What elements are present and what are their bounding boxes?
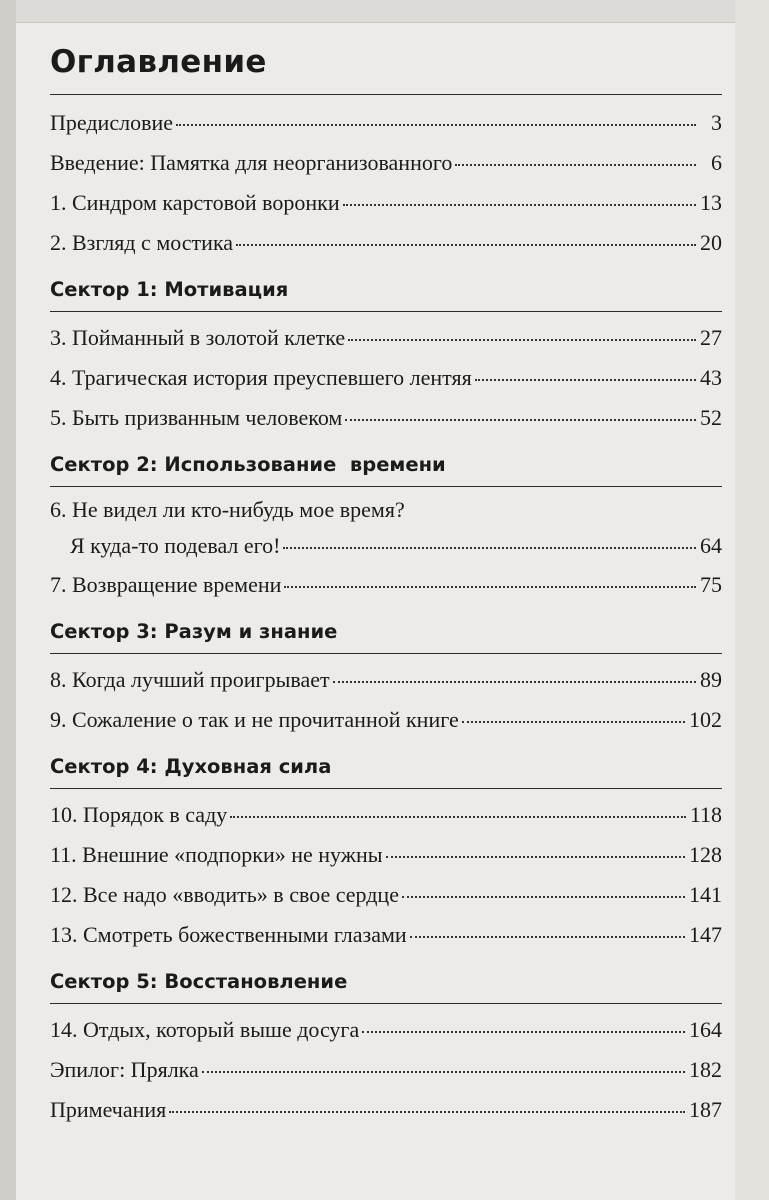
sector-heading: Сектор 3: Разум и знание [50, 620, 338, 643]
toc-entry-title: Предисловие [50, 110, 173, 135]
page-top-edge [0, 0, 769, 23]
toc-entry[interactable] [50, 875, 722, 915]
dot-leader [236, 244, 696, 246]
toc-entry[interactable] [50, 103, 722, 143]
title-divider [50, 94, 722, 95]
sector-heading: Сектор 4: Духовная сила [50, 755, 332, 778]
toc-entry-title: 9. Сожаление о так и не прочитанной книге [50, 707, 459, 732]
toc-entry[interactable] [50, 1050, 722, 1090]
toc-entry-title: Эпилог: Прялка [50, 1057, 199, 1082]
toc-entry[interactable] [50, 318, 722, 358]
toc-entry[interactable] [50, 493, 722, 527]
toc-entry-page: 164 [689, 1017, 722, 1042]
table-of-contents [50, 40, 722, 1130]
dot-leader [169, 1111, 685, 1113]
toc-entry-title: 8. Когда лучший проигрывает [50, 667, 330, 692]
dot-leader [345, 419, 696, 421]
toc-entry-page: 13 [700, 190, 722, 215]
toc-entry-page: 118 [689, 802, 722, 827]
toc-entry-title: 7. Возвращение времени [50, 572, 282, 597]
toc-entry-title: 4. Трагическая история преуспевшего лентяя [50, 365, 472, 390]
page-title: Оглавление [50, 44, 267, 80]
section-divider [50, 788, 722, 789]
toc-entry[interactable] [50, 795, 722, 835]
toc-entry-page: 52 [700, 405, 722, 430]
toc-entry-continuation[interactable] [50, 527, 722, 565]
section-divider [50, 1003, 722, 1004]
toc-entry-title: 14. Отдых, который выше досуга [50, 1017, 360, 1042]
toc-entry-page: 3 [711, 110, 722, 135]
toc-entry-page: 6 [711, 150, 722, 175]
toc-entry-title: 11. Внешние «подпорки» не нужны [50, 842, 383, 867]
dot-leader [202, 1071, 685, 1073]
dot-leader [333, 681, 696, 683]
dot-leader [343, 204, 696, 206]
toc-entry-title: 6. Не видел ли кто-нибудь мое время? [50, 497, 405, 522]
dot-leader [176, 124, 696, 126]
toc-entry-page: 27 [700, 325, 722, 350]
toc-entry-page: 147 [689, 922, 722, 947]
toc-entry-page: 64 [700, 533, 722, 558]
dot-leader [475, 379, 696, 381]
toc-entry[interactable] [50, 835, 722, 875]
dot-leader [348, 339, 696, 341]
toc-entry[interactable] [50, 700, 722, 740]
toc-entry-page: 43 [700, 365, 722, 390]
toc-entry-title: 10. Порядок в саду [50, 802, 228, 827]
toc-entry-title: 13. Смотреть божественными глазами [50, 922, 407, 947]
dot-leader [283, 547, 696, 549]
toc-entry-page: 187 [689, 1097, 722, 1122]
dot-leader [462, 721, 685, 723]
page-edge-shadow [735, 0, 769, 1200]
toc-entry-title-continued: Я куда-то подевал его! [70, 533, 281, 558]
toc-entry-page: 20 [700, 230, 722, 255]
toc-entry[interactable] [50, 223, 722, 263]
toc-entry-title: 12. Все надо «вводить» в свое сердце [50, 882, 399, 907]
toc-entry[interactable] [50, 915, 722, 955]
toc-entry[interactable] [50, 1010, 722, 1050]
dot-leader [362, 1031, 685, 1033]
sector-heading: Сектор 2: Использование времени [50, 453, 446, 476]
toc-entry-title: 3. Пойманный в золотой клетке [50, 325, 346, 350]
dot-leader [284, 586, 696, 588]
dot-leader [386, 856, 686, 858]
toc-entry-title: 5. Быть призванным человеком [50, 405, 343, 430]
toc-entry-title: 2. Взгляд с мостика [50, 230, 234, 255]
section-divider [50, 486, 722, 487]
dot-leader [410, 936, 685, 938]
toc-entry-title: Примечания [50, 1097, 167, 1122]
section-divider [50, 653, 722, 654]
toc-entry-title: 1. Синдром карстовой воронки [50, 190, 340, 215]
page-gutter-shadow [0, 0, 16, 1200]
toc-entry[interactable] [50, 183, 722, 223]
toc-entry-page: 75 [700, 572, 722, 597]
dot-leader [402, 896, 685, 898]
toc-entry[interactable] [50, 660, 722, 700]
toc-entry-page: 182 [689, 1057, 722, 1082]
section-divider [50, 311, 722, 312]
dot-leader [230, 816, 686, 818]
toc-entry[interactable] [50, 358, 722, 398]
toc-entry-page: 141 [689, 882, 722, 907]
toc-entry-title: Введение: Памятка для неорганизованного [50, 150, 453, 175]
toc-entry[interactable] [50, 1090, 722, 1130]
sector-heading: Сектор 1: Мотивация [50, 278, 289, 301]
toc-entry-page: 89 [700, 667, 722, 692]
toc-entry[interactable] [50, 143, 722, 183]
toc-entry[interactable] [50, 398, 722, 438]
dot-leader [455, 164, 696, 166]
toc-entry-page: 128 [689, 842, 722, 867]
toc-entry-page: 102 [689, 707, 722, 732]
sector-heading: Сектор 5: Восстановление [50, 970, 348, 993]
toc-entry[interactable] [50, 565, 722, 605]
